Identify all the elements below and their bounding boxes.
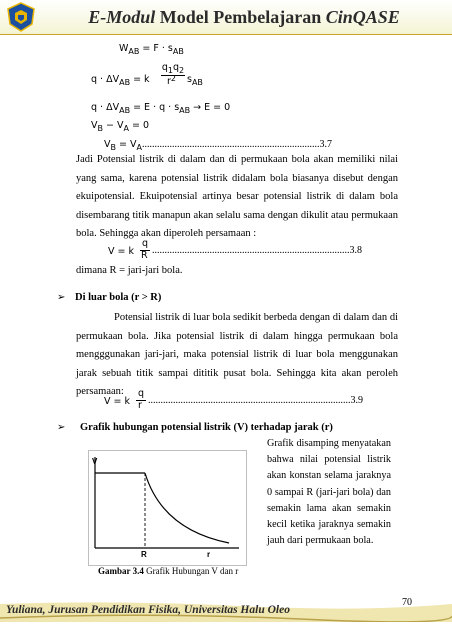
graph-y-label: V bbox=[92, 457, 98, 466]
section-heading-graph: Grafik hubungan potensial listrik (V) terhadap jarak (r) bbox=[80, 422, 333, 433]
graph-x-label-R: R bbox=[141, 550, 147, 559]
graph-v-vs-r bbox=[88, 450, 247, 566]
title-part-cinqase: CinQASE bbox=[325, 7, 400, 27]
equation-work: $W_{AB} = F \cdot s_{AB}$ bbox=[119, 43, 184, 56]
bullet-arrow-icon: ➢ bbox=[57, 422, 66, 433]
page-number: 70 bbox=[402, 597, 412, 608]
title-part-plain: Model Pembelajaran bbox=[155, 7, 326, 27]
definition-R: dimana R = jari-jari bola. bbox=[76, 265, 183, 276]
page-footer bbox=[0, 600, 452, 622]
module-title bbox=[40, 7, 448, 28]
equation-3-7: $V_B = V_A.......................................................................3.7$ bbox=[104, 139, 332, 152]
university-logo bbox=[6, 2, 36, 32]
equation-potential-difference: $V_B - V_A = 0$ bbox=[91, 120, 150, 133]
paragraph-equipotential: Jadi Potensial listrik di dalam dan di permukaan bola akan memiliki nilai yang sama, karena potensial listrik didalam bola biasanya disebut dengan ekuipotensial. Ekuipotensial artinya besar potensial listrik di dalam bola disembarang titik manapun akan selalu sama dengan dikulit atau permukaan bola. Sehingga akan diperoleh persamaan : bbox=[76, 154, 398, 240]
page-header bbox=[0, 0, 452, 35]
bullet-arrow-icon: ➢ bbox=[57, 292, 66, 303]
graph-svg bbox=[89, 451, 246, 565]
equation-field-work: $q \cdot \Delta V_{AB} = E \cdot q \cdot s_{AB} \to E = 0$ bbox=[91, 102, 231, 115]
graph-decay-curve bbox=[145, 473, 229, 543]
title-part-emodul: E-Modul bbox=[88, 7, 156, 27]
figure-caption: Gambar 3.4 Grafik Hubungan V dan r bbox=[98, 566, 239, 576]
footer-author: Yuliana, Jurusan Pendidikan Fisika, Universitas Halu Oleo bbox=[6, 604, 290, 616]
section-heading-outside: Di luar bola (r > R) bbox=[75, 292, 162, 303]
graph-x-label-r: r bbox=[207, 550, 211, 559]
paragraph-outside: Potensial listrik di luar bola sedikit berbeda dengan di dalam dan di permukaan bola. Jika potensial listrik di dalam hingga permukaan bola mengggunakan jari-jari, maka potensial listrik di luar bola menggunakan jarak sebuah titik sampai dititik pusat bola. Sehingga kita akan peroleh persamaan: bbox=[76, 312, 398, 398]
graph-explanation-text: Grafik disamping menyatakan bahwa nilai potensial listrik akan konstan selama jaraknya 0 sampai R (jari-jari bola) dan semakin lama akan semakin kecil ketika jaraknya semakin jauh dari permukaan bola. bbox=[267, 438, 391, 547]
